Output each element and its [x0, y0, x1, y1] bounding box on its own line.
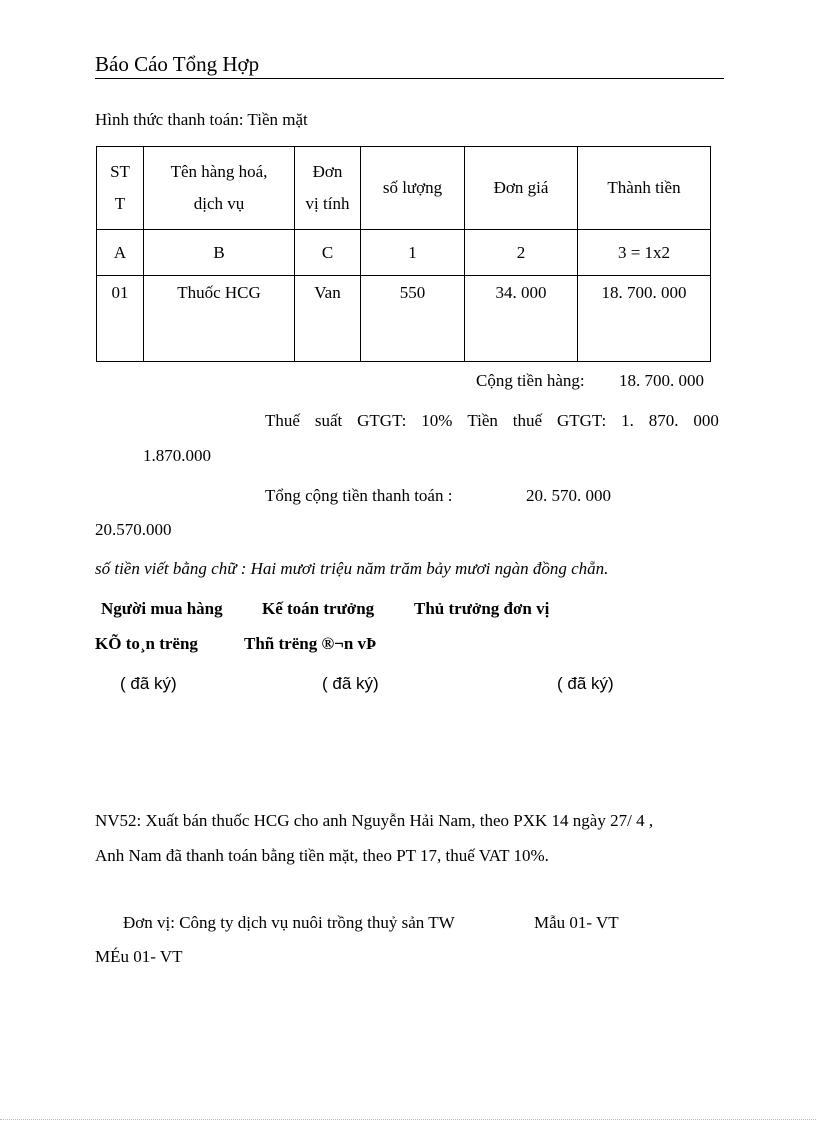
- header-divider: [95, 78, 724, 79]
- payment-method: Hình thức thanh toán: Tiền mặt: [95, 110, 308, 129]
- table-cell: Thuốc HCG: [144, 276, 295, 362]
- table-cell: 1: [361, 230, 465, 276]
- page-bottom-divider: [0, 1119, 816, 1120]
- header-cell-goods-name: Tên hàng hoá, dịch vụ: [144, 147, 295, 230]
- form-code: Mẫu 01- VT: [534, 913, 619, 932]
- vat-word: 1.: [621, 411, 634, 430]
- vat-word: Thuế: [265, 411, 300, 430]
- amount-in-words: số tiền viết bằng chữ : Hai mươi triệu năm trăm bảy mươi ngàn đồng chẵn.: [95, 559, 609, 578]
- table-code-row: [97, 230, 711, 276]
- table-cell: 3 = 1x2: [578, 230, 711, 276]
- company-unit: Đơn vị: Công ty dịch vụ nuôi trồng thuỷ sản TW: [123, 913, 455, 932]
- signed-mark-unit-head: ( đã ký): [557, 674, 614, 693]
- grand-total-repeat: 20.570.000: [95, 520, 172, 539]
- table-row: [97, 276, 711, 362]
- table-cell: 550: [361, 276, 465, 362]
- signature-unit-head-label: Thủ trưởng đơn vị: [414, 599, 550, 618]
- vat-word: 870.: [648, 411, 679, 430]
- vat-word: GTGT:: [556, 411, 607, 430]
- vat-word: GTGT:: [357, 411, 407, 430]
- vat-word: 10%: [421, 411, 453, 430]
- page-title: Báo Cáo Tổng Hợp: [95, 52, 260, 76]
- header-cell-quantity: số lượng: [361, 147, 465, 230]
- goods-total-label: Cộng tiền hàng:: [476, 371, 585, 390]
- goods-total-value: 18. 700. 000: [619, 371, 704, 390]
- table-cell: 18. 700. 000: [578, 276, 711, 362]
- vat-line: [265, 411, 719, 431]
- table-cell: 34. 000: [465, 276, 578, 362]
- table-cell: C: [295, 230, 361, 276]
- invoice-table: [96, 146, 711, 362]
- signature-garbled-unit-head: Thñ trëng ®¬n vÞ: [244, 634, 377, 653]
- table-cell: 01: [97, 276, 144, 362]
- header-cell-unit: Đơn vị tính: [295, 147, 361, 230]
- grand-total-label: Tổng cộng tiền thanh toán :: [265, 486, 453, 505]
- signature-garbled-accountant: KÕ to¸n trëng: [95, 634, 198, 653]
- vat-amount-repeat: 1.870.000: [143, 446, 211, 465]
- transaction-description-line-1: NV52: Xuất bán thuốc HCG cho anh Nguyễn Hải Nam, theo PXK 14 ngày 27/ 4 ,: [95, 811, 654, 830]
- vat-word: Tiền: [467, 411, 498, 430]
- transaction-description-line-2: Anh Nam đã thanh toán bằng tiền mặt, theo PT 17, thuế VAT 10%.: [95, 846, 549, 865]
- table-header-row: [97, 147, 711, 230]
- vat-word: thuế: [512, 411, 543, 430]
- header-cell-amount: Thành tiền: [578, 147, 711, 230]
- signature-buyer-label: Người mua hàng: [101, 599, 223, 618]
- signed-mark-buyer: ( đã ký): [120, 674, 177, 693]
- signature-accountant-label: Kế toán trưởng: [262, 599, 375, 618]
- table-cell: A: [97, 230, 144, 276]
- header-cell-stt: ST T: [97, 147, 144, 230]
- form-code-garbled: MÉu 01- VT: [95, 947, 183, 966]
- vat-word: suất: [314, 411, 343, 430]
- grand-total-value: 20. 570. 000: [526, 486, 611, 505]
- vat-word: 000: [693, 411, 719, 430]
- signed-mark-accountant: ( đã ký): [322, 674, 379, 693]
- table-cell: 2: [465, 230, 578, 276]
- table-cell: Van: [295, 276, 361, 362]
- header-cell-unit-price: Đơn giá: [465, 147, 578, 230]
- table-cell: B: [144, 230, 295, 276]
